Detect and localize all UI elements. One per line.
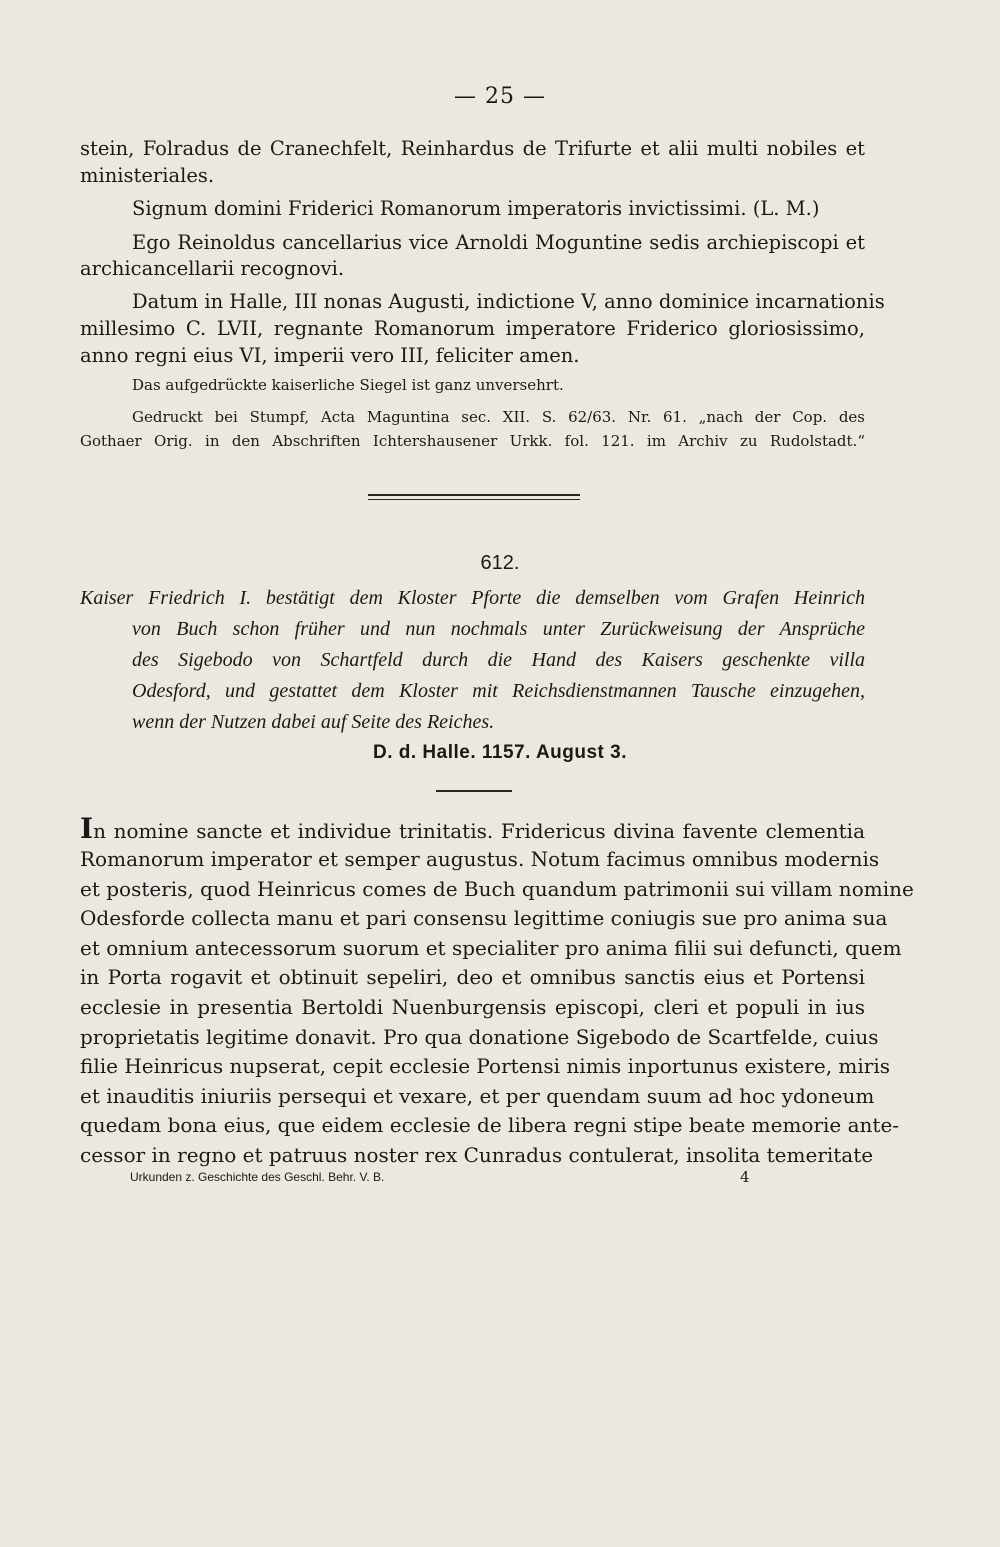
body-line: in Porta rogavit et obtinuit sepeliri, deo et omnibus sanctis eius et Portensi [80, 965, 865, 990]
heading-line: von Buch schon früher und nun nochmals unter Zurückweisung der Ansprüche [132, 618, 865, 640]
heading-line: des Sigebodo von Schartfeld durch die Hand des Kaisers geschenkte villa [132, 649, 865, 671]
text-line: millesimo C. LVII, regnante Romanorum imperatore Friderico gloriosissimo, [80, 317, 865, 340]
dateline: D. d. Halle. 1157. August 3. [372, 742, 628, 763]
text-line: stein, Folradus de Cranechfelt, Reinhardus de Trifurte et alii multi nobiles et [80, 137, 865, 160]
body-line: et inauditis iniuriis persequi et vexare, et per quendam suum ad hoc ydoneum [80, 1083, 875, 1108]
text-line: Signum domini Friderici Romanorum imperatoris invictissimi. (L. M.) [132, 197, 820, 220]
text-line: archicancellarii recognovi. [80, 257, 345, 280]
body-line: ecclesie in presentia Bertoldi Nuenburgensis episcopi, cleri et populi in ius [80, 995, 865, 1019]
heading-line: wenn der Nutzen dabei auf Seite des Reiches. [132, 711, 495, 733]
body-line: quedam bona eius, que eidem ecclesie de libera regni stipe beate memorie ante- [80, 1113, 900, 1138]
double-rule-top [368, 494, 580, 496]
body-line: et omnium antecessorum suorum et specialiter pro anima filii sui defuncti, quem [80, 935, 902, 960]
print-note-line-1: Gedruckt bei Stumpf, Acta Maguntina sec. XII. S. 62/63. Nr. 61. „nach der Cop. des [132, 408, 865, 426]
footer-sheet-number: 4 [740, 1168, 750, 1186]
body-line: Romanorum imperator et semper augustus. Notum facimus omnibus modernis [80, 847, 880, 871]
body-line: cessor in regno et patruus noster rex Cunradus contulerat, insolita temeritate [80, 1143, 874, 1167]
text-line: anno regni eius VI, imperii vero III, feliciter amen. [80, 344, 580, 367]
heading-line: Odesford, und gestattet dem Kloster mit Reichsdienstmannen Tausche einzugehen, [132, 680, 865, 702]
initial-letter: I [80, 812, 94, 845]
text-line: Datum in Halle, III nonas Augusti, indictione V, anno dominice incarnationis [132, 290, 885, 313]
footer-signature: Urkunden z. Geschichte des Geschl. Behr. V. B. [130, 1170, 385, 1184]
body-first-line [80, 812, 865, 845]
short-rule [436, 790, 512, 792]
page-number: — 25 — [454, 84, 546, 109]
seal-note: Das aufgedrückte kaiserliche Siegel ist ganz unversehrt. [132, 376, 564, 394]
body-line: et posteris, quod Heinricus comes de Buch quandum patrimonii sui villam nomine [80, 876, 914, 901]
body-first-line-text: n nomine sancte et individue trinitatis. Fridericus divina favente clementia [93, 819, 865, 843]
body-line: filie Heinricus nupserat, cepit ecclesie Portensi nimis inportunus existere, miris [80, 1054, 890, 1079]
body-line: proprietatis legitime donavit. Pro qua donatione Sigebodo de Scartfelde, cuius [80, 1024, 879, 1049]
double-rule-bottom [368, 499, 580, 500]
print-note-line-2: Gothaer Orig. in den Abschriften Ichtershausener Urkk. fol. 121. im Archiv zu Rudolstadt.“ [80, 432, 865, 450]
text-line: ministeriales. [80, 164, 215, 187]
body-line: Odesforde collecta manu et pari consensu legittime coniugis sue pro anima sua [80, 906, 888, 931]
text-line: Ego Reinoldus cancellarius vice Arnoldi Moguntine sedis archiepiscopi et [132, 231, 865, 254]
document-number: 612. [480, 552, 520, 574]
heading-line: Kaiser Friedrich I. bestätigt dem Kloster Pforte die demselben vom Grafen Heinrich [80, 587, 865, 609]
